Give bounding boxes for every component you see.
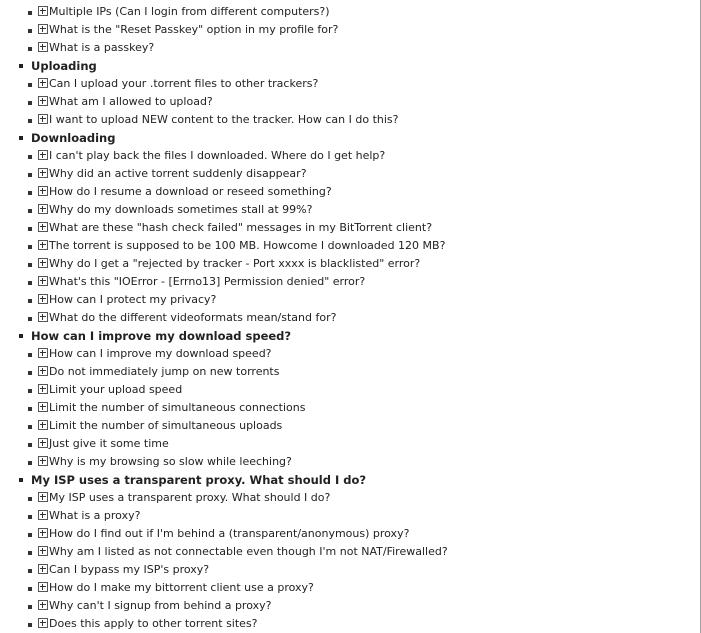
bullet-icon (28, 29, 32, 33)
expand-plus-icon[interactable] (38, 492, 48, 502)
expand-plus-icon[interactable] (38, 294, 48, 304)
faq-question-link[interactable]: What am I allowed to upload? (49, 95, 213, 108)
bullet-icon (28, 191, 32, 195)
bullet-icon (28, 461, 32, 465)
bullet-icon (28, 407, 32, 411)
bullet-icon (19, 478, 23, 482)
bullet-icon (28, 83, 32, 87)
faq-section-heading (0, 129, 700, 147)
faq-question-link[interactable]: How do I find out if I'm behind a (transparent/anonymous) proxy? (49, 527, 410, 540)
expand-plus-icon[interactable] (38, 150, 48, 160)
faq-question-link[interactable]: The torrent is supposed to be 100 MB. Howcome I downloaded 120 MB? (49, 239, 446, 252)
expand-plus-icon[interactable] (38, 42, 48, 52)
faq-question-link[interactable]: How do I make my bittorrent client use a proxy? (49, 581, 314, 594)
faq-question-link[interactable]: Why did an active torrent suddenly disappear? (49, 167, 307, 180)
expand-plus-icon[interactable] (38, 528, 48, 538)
faq-question-link[interactable]: My ISP uses a transparent proxy. What should I do? (49, 491, 331, 504)
expand-plus-icon[interactable] (38, 6, 48, 16)
faq-question-item[interactable] (0, 93, 700, 111)
bullet-icon (28, 119, 32, 123)
faq-question-link[interactable]: Why do my downloads sometimes stall at 99%? (49, 203, 313, 216)
expand-plus-icon[interactable] (38, 96, 48, 106)
bullet-icon (28, 515, 32, 519)
faq-question-link[interactable]: How can I improve my download speed? (49, 347, 272, 360)
faq-question-item[interactable] (0, 579, 700, 597)
faq-question-item[interactable] (0, 3, 700, 21)
bullet-icon (28, 245, 32, 249)
expand-plus-icon[interactable] (38, 546, 48, 556)
faq-question-link[interactable]: Does this apply to other torrent sites? (49, 617, 258, 630)
section-title: Uploading (31, 59, 97, 73)
bullet-icon (28, 281, 32, 285)
expand-plus-icon[interactable] (38, 618, 48, 628)
faq-question-item[interactable] (0, 255, 700, 273)
faq-question-item[interactable] (0, 165, 700, 183)
faq-question-item[interactable] (0, 183, 700, 201)
faq-question-link[interactable]: Limit the number of simultaneous uploads (49, 419, 283, 432)
bullet-icon (28, 263, 32, 267)
expand-plus-icon[interactable] (38, 222, 48, 232)
faq-question-link[interactable]: Limit the number of simultaneous connections (49, 401, 306, 414)
bullet-icon (28, 587, 32, 591)
faq-question-link[interactable]: What are these "hash check failed" messages in my BitTorrent client? (49, 221, 433, 234)
faq-question-item[interactable] (0, 543, 700, 561)
faq-question-item[interactable] (0, 597, 700, 615)
faq-section-heading (0, 327, 700, 345)
expand-plus-icon[interactable] (38, 456, 48, 466)
faq-question-link[interactable]: I can't play back the files I downloaded. Where do I get help? (49, 149, 386, 162)
expand-plus-icon[interactable] (38, 438, 48, 448)
expand-plus-icon[interactable] (38, 24, 48, 34)
expand-plus-icon[interactable] (38, 582, 48, 592)
bullet-icon (28, 533, 32, 537)
bullet-icon (28, 227, 32, 231)
bullet-icon (28, 389, 32, 393)
bullet-icon (28, 605, 32, 609)
faq-question-item[interactable] (0, 273, 700, 291)
faq-question-item[interactable] (0, 417, 700, 435)
faq-question-item[interactable] (0, 291, 700, 309)
expand-plus-icon[interactable] (38, 258, 48, 268)
expand-plus-icon[interactable] (38, 168, 48, 178)
bullet-icon (28, 371, 32, 375)
bullet-icon (19, 136, 23, 140)
faq-question-item[interactable] (0, 345, 700, 363)
expand-plus-icon[interactable] (38, 600, 48, 610)
section-title: Downloading (31, 131, 116, 145)
expand-plus-icon[interactable] (38, 312, 48, 322)
faq-question-item[interactable] (0, 111, 700, 129)
faq-question-item[interactable] (0, 507, 700, 525)
faq-question-link[interactable]: What's this "IOError - [Errno13] Permission denied" error? (49, 275, 366, 288)
faq-question-link[interactable]: Multiple IPs (Can I login from different computers?) (49, 5, 330, 18)
faq-question-item[interactable] (0, 399, 700, 417)
bullet-icon (28, 317, 32, 321)
expand-plus-icon[interactable] (38, 366, 48, 376)
expand-plus-icon[interactable] (38, 114, 48, 124)
faq-question-link[interactable]: Why do I get a "rejected by tracker - Port xxxx is blacklisted" error? (49, 257, 421, 270)
expand-plus-icon[interactable] (38, 384, 48, 394)
faq-question-link[interactable]: How do I resume a download or reseed something? (49, 185, 332, 198)
bullet-icon (19, 334, 23, 338)
bullet-icon (28, 569, 32, 573)
faq-question-link[interactable]: How can I protect my privacy? (49, 293, 217, 306)
bullet-icon (28, 101, 32, 105)
faq-question-link[interactable]: What is the "Reset Passkey" option in my profile for? (49, 23, 339, 36)
faq-question-link[interactable]: What is a passkey? (49, 41, 155, 54)
bullet-icon (28, 11, 32, 15)
faq-question-item[interactable] (0, 219, 700, 237)
bullet-icon (28, 299, 32, 303)
faq-question-item[interactable] (0, 309, 700, 327)
faq-question-item[interactable] (0, 237, 700, 255)
faq-question-item[interactable] (0, 363, 700, 381)
faq-question-item[interactable] (0, 435, 700, 453)
faq-question-link[interactable]: Limit your upload speed (49, 383, 183, 396)
bullet-icon (28, 443, 32, 447)
expand-plus-icon[interactable] (38, 420, 48, 430)
faq-question-link[interactable]: Can I upload your .torrent files to other trackers? (49, 77, 319, 90)
faq-question-item[interactable] (0, 489, 700, 507)
faq-question-link[interactable]: Why am I listed as not connectable even though I'm not NAT/Firewalled? (49, 545, 448, 558)
faq-question-item[interactable] (0, 561, 700, 579)
faq-question-item[interactable] (0, 39, 700, 57)
faq-question-item[interactable] (0, 381, 700, 399)
faq-question-link[interactable]: What is a proxy? (49, 509, 141, 522)
expand-plus-icon[interactable] (38, 240, 48, 250)
bullet-icon (28, 497, 32, 501)
faq-question-item[interactable] (0, 75, 700, 93)
expand-plus-icon[interactable] (38, 78, 48, 88)
faq-question-link[interactable]: Do not immediately jump on new torrents (49, 365, 280, 378)
section-title: My ISP uses a transparent proxy. What should I do? (31, 473, 367, 487)
faq-question-link[interactable]: I want to upload NEW content to the tracker. How can I do this? (49, 113, 399, 126)
faq-question-item[interactable] (0, 147, 700, 165)
bullet-icon (19, 64, 23, 68)
faq-question-link[interactable]: What do the different videoformats mean/stand for? (49, 311, 337, 324)
bullet-icon (28, 155, 32, 159)
faq-question-item[interactable] (0, 201, 700, 219)
bullet-icon (28, 173, 32, 177)
bullet-icon (28, 623, 32, 627)
section-title: How can I improve my download speed? (31, 329, 292, 343)
faq-question-link[interactable]: Just give it some time (49, 437, 169, 450)
expand-plus-icon[interactable] (38, 564, 48, 574)
faq-section-heading (0, 57, 700, 75)
faq-question-item[interactable] (0, 453, 700, 471)
faq-list (0, 3, 700, 633)
expand-plus-icon[interactable] (38, 186, 48, 196)
bullet-icon (28, 551, 32, 555)
bullet-icon (28, 353, 32, 357)
faq-section-heading (0, 471, 700, 489)
expand-plus-icon[interactable] (38, 402, 48, 412)
expand-plus-icon[interactable] (38, 276, 48, 286)
faq-question-link[interactable]: Can I bypass my ISP's proxy? (49, 563, 210, 576)
faq-question-link[interactable]: Why can't I signup from behind a proxy? (49, 599, 272, 612)
bullet-icon (28, 209, 32, 213)
expand-plus-icon[interactable] (38, 510, 48, 520)
expand-plus-icon[interactable] (38, 348, 48, 358)
faq-question-link[interactable]: Why is my browsing so slow while leeching? (49, 455, 292, 468)
bullet-icon (28, 425, 32, 429)
faq-question-item[interactable] (0, 615, 700, 633)
expand-plus-icon[interactable] (38, 204, 48, 214)
faq-question-item[interactable] (0, 525, 700, 543)
faq-question-item[interactable] (0, 21, 700, 39)
bullet-icon (28, 47, 32, 51)
